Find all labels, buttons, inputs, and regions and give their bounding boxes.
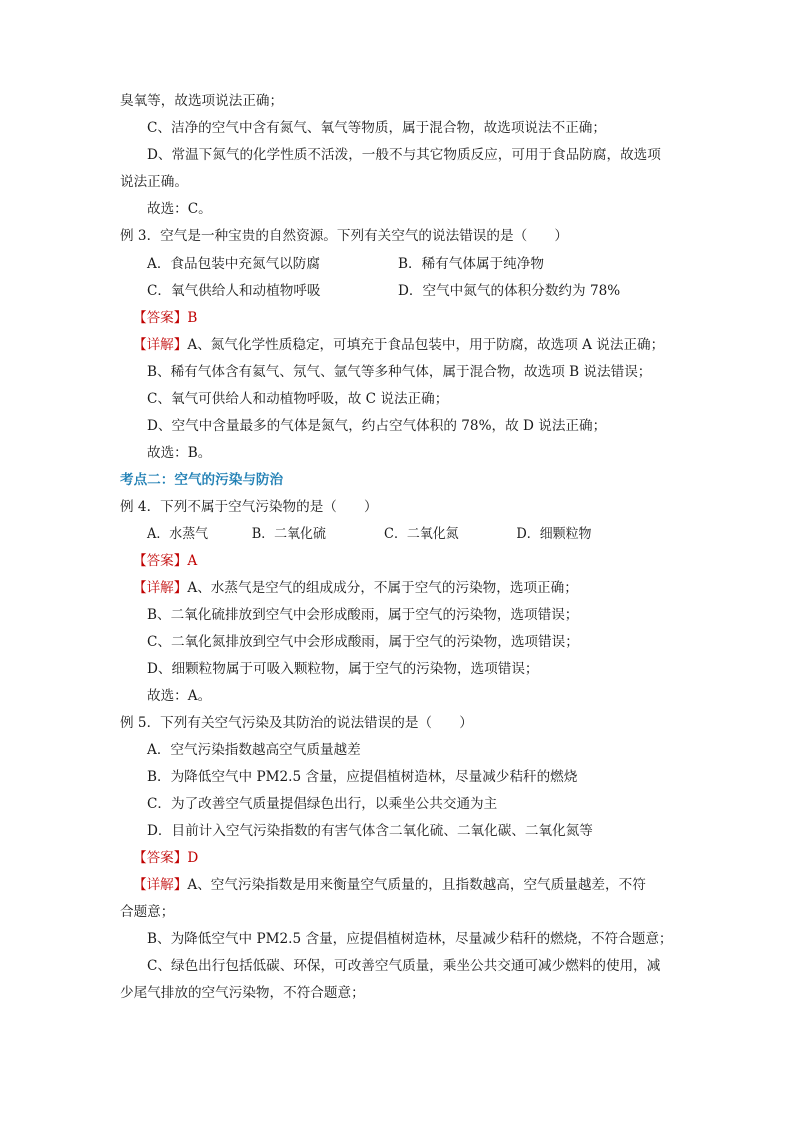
option-d: D．目前计入空气污染指数的有害气体含二氧化硫、二氧化碳、二氧化氮等: [147, 823, 593, 839]
text-line: B、稀有气体含有氦气、氖气、氩气等多种气体，属于混合物，故选项 B 说法错误；: [147, 364, 652, 380]
answer-value: A: [187, 553, 198, 569]
answer-value: B: [187, 310, 198, 326]
text-line: 故选：B。: [147, 445, 212, 461]
option-c: C．二氧化氮: [384, 526, 459, 542]
option-a: A．空气污染指数越高空气质量越差: [147, 742, 361, 758]
explanation-text: A、氮气化学性质稳定，可填充于食品包装中，用于防腐，故选项 A 说法正确；: [187, 337, 665, 353]
explanation-line: [133, 876, 646, 894]
answer-label: 【答案】: [133, 310, 188, 326]
explanation-line: [133, 579, 578, 597]
text-line: 故选：C。: [147, 201, 212, 217]
explanation-label: 【详解】: [133, 337, 188, 353]
option-d: D．细颗粒物: [516, 526, 592, 542]
text-line: 臭氧等，故选项说法正确；: [120, 93, 284, 109]
text-line: 故选：A。: [147, 688, 212, 704]
options-row: [147, 525, 680, 543]
option-d: D．空气中氮气的体积分数约为 78%: [398, 283, 621, 299]
option-b: B．为降低空气中 PM2.5 含量，应提倡植树造林，尽量减少秸秆的燃烧: [147, 769, 578, 785]
text-line: B、二氧化硫排放到空气中会形成酸雨，属于空气的污染物，选项错误；: [147, 607, 579, 623]
text-line: D、细颗粒物属于可吸入颗粒物，属于空气的污染物，选项错误；: [147, 661, 539, 677]
text-line: 少尾气排放的空气污染物，不符合题意；: [120, 985, 365, 1001]
option-a: A．食品包装中充氮气以防腐: [147, 256, 320, 272]
answer-value: D: [187, 850, 199, 866]
option-b: B．二氧化硫: [251, 526, 326, 542]
explanation-text: A、空气污染指数是用来衡量空气质量的，且指数越高，空气质量越差，不符: [187, 877, 646, 893]
option-a: A．水蒸气: [147, 526, 209, 542]
explanation-line: [133, 336, 664, 354]
text-line: 合题意；: [120, 904, 175, 920]
explanation-label: 【详解】: [133, 580, 188, 596]
text-line: B、为降低空气中 PM2.5 含量，应提倡植树造林，尽量减少秸秆的燃烧，不符合题意；: [147, 931, 673, 947]
answer-label: 【答案】: [133, 553, 188, 569]
option-c: C．氧气供给人和动植物呼吸: [147, 283, 321, 299]
option-c: C．为了改善空气质量提倡绿色出行，以乘坐公共交通为主: [147, 796, 498, 812]
text-line: C、洁净的空气中含有氮气、氧气等物质，属于混合物，故选项说法不正确；: [147, 120, 606, 136]
explanation-label: 【详解】: [133, 877, 188, 893]
answer-line: [133, 309, 197, 327]
question-stem: 例 3．空气是一种宝贵的自然资源。下列有关空气的说法错误的是（ ）: [120, 228, 568, 244]
answer-line: [133, 849, 198, 867]
text-line: D、空气中含量最多的气体是氮气，约占空气体积的 78%，故 D 说法正确；: [147, 418, 607, 434]
section-heading: 考点二：空气的污染与防治: [120, 472, 284, 488]
answer-line: [133, 552, 197, 570]
text-line: C、二氧化氮排放到空气中会形成酸雨，属于空气的污染物，选项错误；: [147, 634, 579, 650]
text-line: D、常温下氮气的化学性质不活泼，一般不与其它物质反应，可用于食品防腐，故选项: [147, 147, 661, 163]
answer-label: 【答案】: [133, 850, 188, 866]
question-stem: 例 5．下列有关空气污染及其防治的说法错误的是（ ）: [120, 715, 473, 731]
text-line: C、氧气可供给人和动植物呼吸，故 C 说法正确；: [147, 391, 449, 407]
text-line: 说法正确。: [120, 174, 188, 190]
text-line: C、绿色出行包括低碳、环保，可改善空气质量，乘坐公共交通可减少燃料的使用，减: [147, 958, 661, 974]
option-b: B．稀有气体属于纯净物: [398, 256, 544, 272]
question-stem: 例 4．下列不属于空气污染物的是（ ）: [120, 499, 378, 515]
explanation-text: A、水蒸气是空气的组成成分，不属于空气的污染物，选项正确；: [187, 580, 578, 596]
